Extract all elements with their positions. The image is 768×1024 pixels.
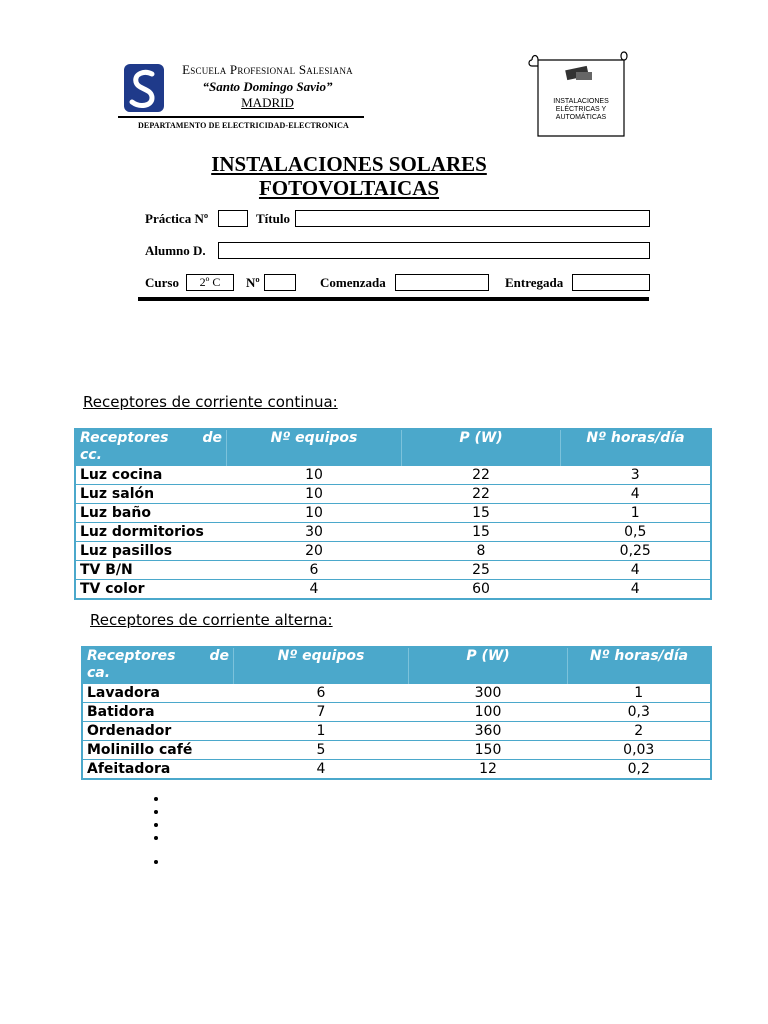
horas-cell: 0,2 [568, 760, 712, 780]
receptor-name-cell: Luz dormitorios [75, 523, 227, 542]
table-row [75, 580, 711, 600]
school-name: Escuela Profesional Salesiana [182, 62, 353, 77]
horas-cell: 1 [568, 684, 712, 703]
department-logo-line-3: AUTOMÁTICAS [555, 114, 607, 121]
equipos-cell: 4 [227, 580, 402, 600]
school-logo [118, 62, 166, 114]
table-row [75, 523, 711, 542]
receptor-name-cell: Lavadora [82, 684, 234, 703]
bullet-dot [154, 823, 158, 827]
title-line-1: INSTALACIONES SOLARES [211, 152, 487, 176]
receptor-name-cell: Luz baño [75, 504, 227, 523]
table-row [75, 485, 711, 504]
receptor-name-cell: Batidora [82, 703, 234, 722]
table-row [75, 542, 711, 561]
department-logo-line-1: INSTALACIONES [553, 98, 609, 105]
horas-cell: 2 [568, 722, 712, 741]
equipos-cell: 10 [227, 485, 402, 504]
curso-field[interactable]: 2º C [186, 274, 234, 291]
numero-label: Nº [246, 275, 260, 290]
cc-header-equipos: Nº equipos [227, 429, 402, 466]
potencia-cell: 100 [409, 703, 568, 722]
potencia-cell: 15 [402, 523, 561, 542]
potencia-cell: 360 [409, 722, 568, 741]
comenzada-field[interactable] [395, 274, 489, 291]
ca-table-header [82, 647, 711, 684]
equipos-cell: 6 [227, 561, 402, 580]
cc-header-word-3: cc. [80, 447, 102, 463]
bullet-dot [154, 810, 158, 814]
receptor-name-cell: Molinillo café [82, 741, 234, 760]
equipos-cell: 30 [227, 523, 402, 542]
department-label: DEPARTAMENTO DE ELECTRICIDAD-ELECTRONICA [138, 121, 349, 130]
entregada-field[interactable] [572, 274, 650, 291]
school-motto: “Santo Domingo Savio” [202, 79, 333, 94]
horas-cell: 0,03 [568, 741, 712, 760]
school-city: MADRID [241, 95, 294, 110]
cc-header-horas: Nº horas/día [561, 429, 712, 466]
table-row [82, 684, 711, 703]
table-row [82, 703, 711, 722]
cc-header-receptores [75, 429, 227, 466]
alumno-label: Alumno D. [145, 243, 206, 258]
bullet-dot [154, 860, 158, 864]
titulo-field[interactable] [295, 210, 650, 227]
potencia-cell: 300 [409, 684, 568, 703]
table-row [75, 561, 711, 580]
table-row [82, 741, 711, 760]
ca-header-potencia: P (W) [409, 647, 568, 684]
horas-cell: 0,3 [568, 703, 712, 722]
practica-label: Práctica Nº [145, 211, 209, 226]
horas-cell: 3 [561, 466, 712, 485]
cc-header-word-1: Receptores [80, 430, 169, 446]
numero-field[interactable] [264, 274, 296, 291]
cc-section-heading: Receptores de corriente continua: [83, 393, 338, 411]
table-row [75, 466, 711, 485]
cc-header-word-2: de [202, 430, 222, 446]
svg-text:Domingo Savio: Domingo Savio [124, 66, 130, 104]
equipos-cell: 10 [227, 466, 402, 485]
table-row [82, 722, 711, 741]
department-logo-line-2: ELÉCTRICAS Y [555, 106, 607, 113]
horas-cell: 0,25 [561, 542, 712, 561]
potencia-cell: 150 [409, 741, 568, 760]
bullet-dot [154, 797, 158, 801]
potencia-cell: 22 [402, 466, 561, 485]
document-title [160, 152, 538, 200]
horas-cell: 0,5 [561, 523, 712, 542]
horas-cell: 1 [561, 504, 712, 523]
ca-header-word-2: de [209, 648, 229, 664]
potencia-cell: 12 [409, 760, 568, 780]
potencia-cell: 22 [402, 485, 561, 504]
potencia-cell: 8 [402, 542, 561, 561]
department-logo [524, 46, 632, 140]
ca-header-word-1: Receptores [87, 648, 176, 664]
potencia-cell: 15 [402, 504, 561, 523]
bullet-dot [154, 836, 158, 840]
table-row [75, 504, 711, 523]
equipos-cell: 7 [234, 703, 409, 722]
entregada-label: Entregada [505, 275, 564, 290]
cc-header-potencia: P (W) [402, 429, 561, 466]
titulo-label: Título [256, 211, 290, 226]
potencia-cell: 25 [402, 561, 561, 580]
horas-cell: 4 [561, 580, 712, 600]
curso-label: Curso [145, 275, 179, 290]
ca-header-word-3: ca. [87, 665, 111, 681]
equipos-cell: 6 [234, 684, 409, 703]
practica-field[interactable] [218, 210, 248, 227]
ca-receptors-table [81, 646, 712, 780]
receptor-name-cell: Luz cocina [75, 466, 227, 485]
potencia-cell: 60 [402, 580, 561, 600]
equipos-cell: 5 [234, 741, 409, 760]
equipos-cell: 10 [227, 504, 402, 523]
equipos-cell: 1 [234, 722, 409, 741]
cc-table-header [75, 429, 711, 466]
receptor-name-cell: Ordenador [82, 722, 234, 741]
ca-header-receptores [82, 647, 234, 684]
receptor-name-cell: Afeitadora [82, 760, 234, 780]
alumno-field[interactable] [218, 242, 650, 259]
table-row [82, 760, 711, 780]
ca-header-horas: Nº horas/día [568, 647, 712, 684]
equipos-cell: 20 [227, 542, 402, 561]
cc-receptors-table [74, 428, 712, 600]
comenzada-label: Comenzada [320, 275, 386, 290]
title-line-2: FOTOVOLTAICAS [258, 176, 440, 200]
horas-cell: 4 [561, 561, 712, 580]
header-rule [118, 116, 364, 118]
ca-header-equipos: Nº equipos [234, 647, 409, 684]
receptor-name-cell: TV B/N [75, 561, 227, 580]
receptor-name-cell: Luz pasillos [75, 542, 227, 561]
receptor-name-cell: TV color [75, 580, 227, 600]
equipos-cell: 4 [234, 760, 409, 780]
horas-cell: 4 [561, 485, 712, 504]
form-rule [138, 297, 649, 301]
receptor-name-cell: Luz salón [75, 485, 227, 504]
ca-section-heading: Receptores de corriente alterna: [90, 611, 333, 629]
